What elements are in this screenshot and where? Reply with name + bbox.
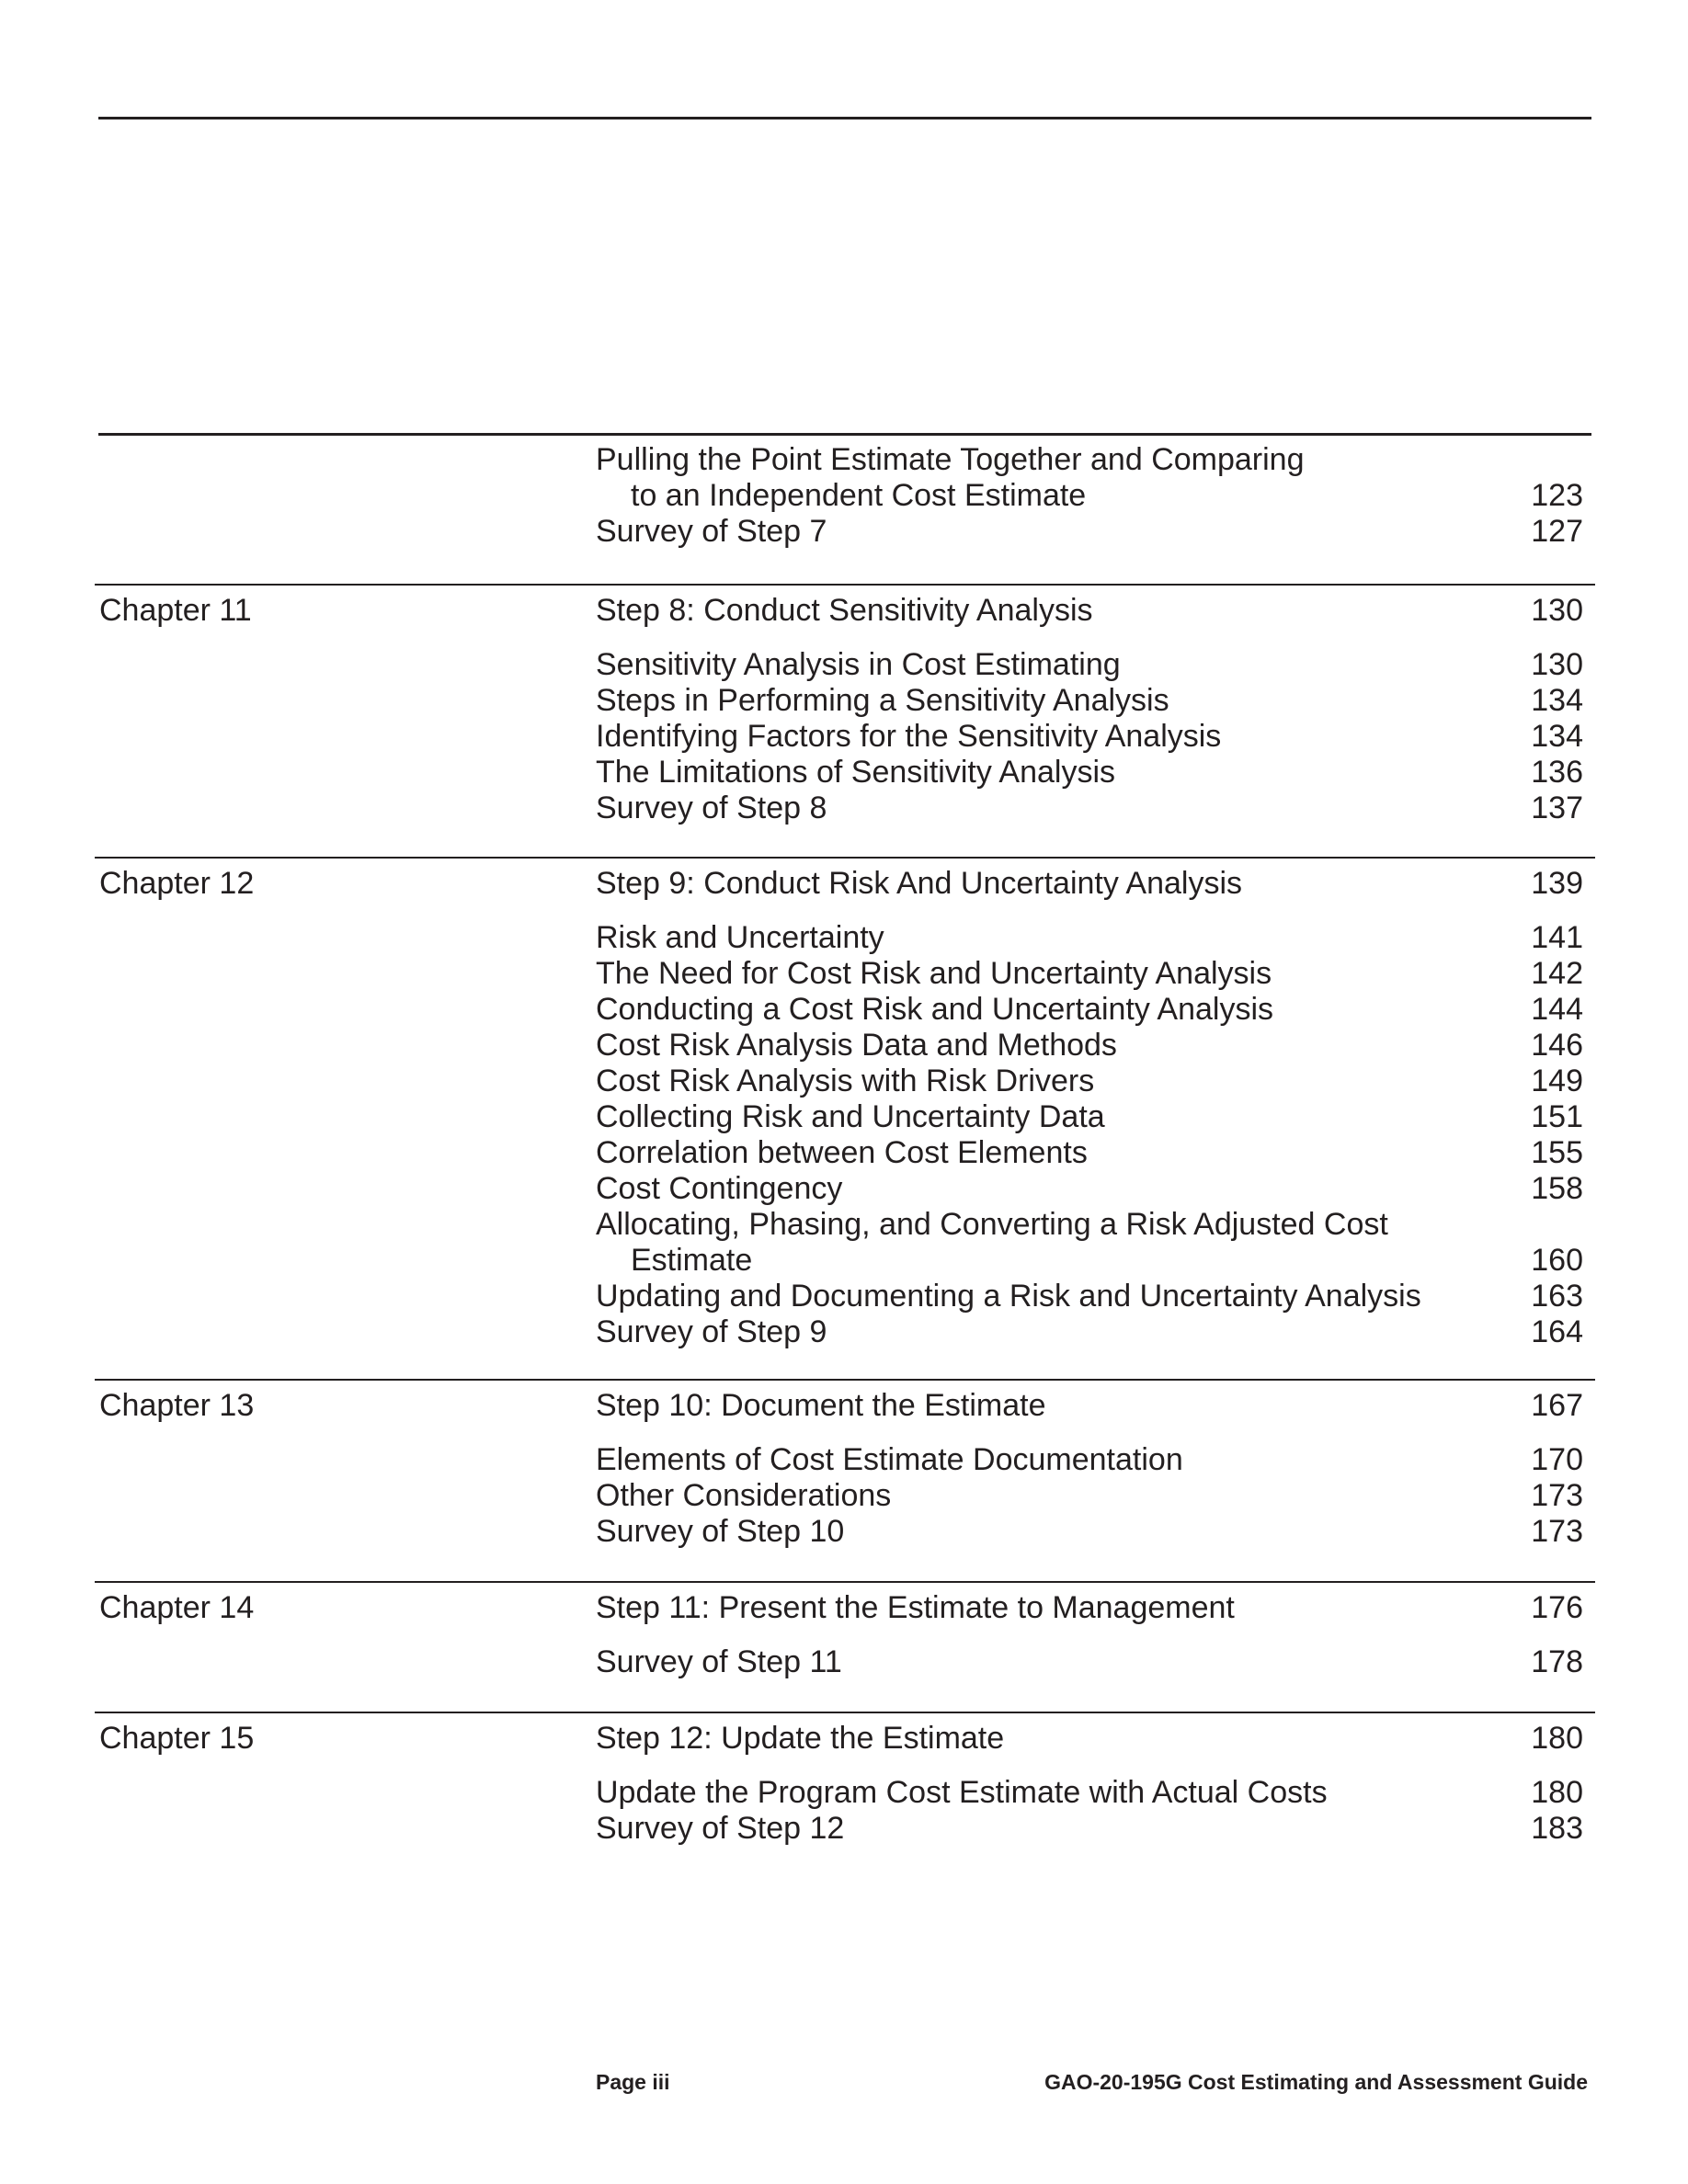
toc-entry-page[interactable]: 160 bbox=[1531, 1243, 1583, 1278]
toc-entry-page[interactable]: 178 bbox=[1531, 1644, 1583, 1679]
toc-entry-page[interactable]: 173 bbox=[1531, 1514, 1583, 1549]
toc-entry-page[interactable]: 180 bbox=[1531, 1775, 1583, 1810]
toc-entry-title[interactable]: Correlation between Cost Elements bbox=[596, 1135, 1088, 1170]
chapter-divider bbox=[95, 857, 1595, 859]
chapter-heading-page[interactable]: 176 bbox=[1531, 1590, 1583, 1625]
toc-entry-title[interactable]: Collecting Risk and Uncertainty Data bbox=[596, 1099, 1105, 1134]
chapter-label: Chapter 12 bbox=[99, 866, 255, 901]
chapter-label: Chapter 14 bbox=[99, 1590, 255, 1625]
top-rule bbox=[98, 117, 1591, 119]
toc-entry-page[interactable]: 173 bbox=[1531, 1478, 1583, 1513]
toc-entry-title[interactable]: Steps in Performing a Sensitivity Analysis bbox=[596, 683, 1169, 718]
toc-entry-title-continuation[interactable]: to an Independent Cost Estimate bbox=[631, 478, 1087, 513]
toc-entry-title[interactable]: Survey of Step 9 bbox=[596, 1314, 827, 1349]
toc-top-rule bbox=[98, 433, 1591, 436]
toc-entry-page[interactable]: 136 bbox=[1531, 755, 1583, 790]
chapter-heading-page[interactable]: 130 bbox=[1531, 593, 1583, 628]
toc-entry-title[interactable]: Sensitivity Analysis in Cost Estimating bbox=[596, 647, 1121, 682]
toc-entry-title[interactable]: Conducting a Cost Risk and Uncertainty Analysis bbox=[596, 992, 1274, 1027]
toc-entry-title-continuation[interactable]: Estimate bbox=[631, 1243, 753, 1278]
chapter-label: Chapter 15 bbox=[99, 1721, 255, 1756]
toc-entry-page[interactable]: 170 bbox=[1531, 1442, 1583, 1477]
toc-entry-title[interactable]: Other Considerations bbox=[596, 1478, 892, 1513]
toc-entry-page[interactable]: 141 bbox=[1531, 920, 1583, 955]
toc-entry-title[interactable]: Allocating, Phasing, and Converting a Risk Adjusted Cost bbox=[596, 1207, 1388, 1242]
toc-entry-page[interactable]: 151 bbox=[1531, 1099, 1583, 1134]
toc-entry-title[interactable]: Updating and Documenting a Risk and Uncertainty Analysis bbox=[596, 1279, 1421, 1314]
toc-entry-page[interactable]: 134 bbox=[1531, 683, 1583, 718]
toc-entry-page[interactable]: 137 bbox=[1531, 791, 1583, 825]
toc-entry-page[interactable]: 164 bbox=[1531, 1314, 1583, 1349]
toc-entry-title[interactable]: Survey of Step 7 bbox=[596, 514, 827, 549]
toc-entry-page[interactable]: 127 bbox=[1531, 514, 1583, 549]
toc-entry-title[interactable]: Update the Program Cost Estimate with Actual Costs bbox=[596, 1775, 1328, 1810]
toc-entry-page[interactable]: 142 bbox=[1531, 956, 1583, 991]
chapter-heading-page[interactable]: 180 bbox=[1531, 1721, 1583, 1756]
toc-entry-page[interactable]: 163 bbox=[1531, 1279, 1583, 1314]
toc-entry-page[interactable]: 123 bbox=[1531, 478, 1583, 513]
chapter-heading[interactable]: Step 9: Conduct Risk And Uncertainty Analysis bbox=[596, 866, 1243, 901]
chapter-divider bbox=[95, 1581, 1595, 1583]
chapter-label: Chapter 13 bbox=[99, 1388, 255, 1423]
toc-entry-page[interactable]: 158 bbox=[1531, 1171, 1583, 1206]
toc-entry-title[interactable]: Elements of Cost Estimate Documentation bbox=[596, 1442, 1183, 1477]
chapter-heading-page[interactable]: 167 bbox=[1531, 1388, 1583, 1423]
chapter-heading[interactable]: Step 10: Document the Estimate bbox=[596, 1388, 1046, 1423]
toc-entry-page[interactable]: 134 bbox=[1531, 719, 1583, 754]
toc-entry-title[interactable]: The Limitations of Sensitivity Analysis bbox=[596, 755, 1116, 790]
toc-entry-title[interactable]: The Need for Cost Risk and Uncertainty Analysis bbox=[596, 956, 1272, 991]
toc-entry-page[interactable]: 155 bbox=[1531, 1135, 1583, 1170]
chapter-label: Chapter 11 bbox=[99, 593, 252, 628]
chapter-divider bbox=[95, 1379, 1595, 1381]
toc-entry-page[interactable]: 130 bbox=[1531, 647, 1583, 682]
chapter-heading[interactable]: Step 12: Update the Estimate bbox=[596, 1721, 1005, 1756]
toc-entry-title[interactable]: Cost Risk Analysis with Risk Drivers bbox=[596, 1064, 1095, 1098]
toc-entry-title[interactable]: Survey of Step 8 bbox=[596, 791, 827, 825]
toc-entry-title[interactable]: Risk and Uncertainty bbox=[596, 920, 884, 955]
toc-entry-page[interactable]: 144 bbox=[1531, 992, 1583, 1027]
toc-entry-title[interactable]: Cost Risk Analysis Data and Methods bbox=[596, 1028, 1117, 1063]
toc-entry-page[interactable]: 149 bbox=[1531, 1064, 1583, 1098]
toc-entry-title[interactable]: Survey of Step 12 bbox=[596, 1811, 845, 1846]
chapter-divider bbox=[95, 584, 1595, 586]
chapter-heading[interactable]: Step 11: Present the Estimate to Management bbox=[596, 1590, 1235, 1625]
toc-entry-title[interactable]: Pulling the Point Estimate Together and Comparing bbox=[596, 442, 1305, 477]
toc-entry-page[interactable]: 183 bbox=[1531, 1811, 1583, 1846]
chapter-heading[interactable]: Step 8: Conduct Sensitivity Analysis bbox=[596, 593, 1093, 628]
toc-entry-title[interactable]: Survey of Step 10 bbox=[596, 1514, 845, 1549]
chapter-divider bbox=[95, 1712, 1595, 1713]
toc-entry-title[interactable]: Identifying Factors for the Sensitivity Analysis bbox=[596, 719, 1222, 754]
toc-entry-title[interactable]: Survey of Step 11 bbox=[596, 1644, 842, 1679]
footer-page-number: Page iii bbox=[596, 2070, 670, 2094]
toc-entry-title[interactable]: Cost Contingency bbox=[596, 1171, 843, 1206]
footer-document-title: GAO-20-195G Cost Estimating and Assessment Guide bbox=[1044, 2070, 1588, 2094]
chapter-heading-page[interactable]: 139 bbox=[1531, 866, 1583, 901]
toc-entry-page[interactable]: 146 bbox=[1531, 1028, 1583, 1063]
